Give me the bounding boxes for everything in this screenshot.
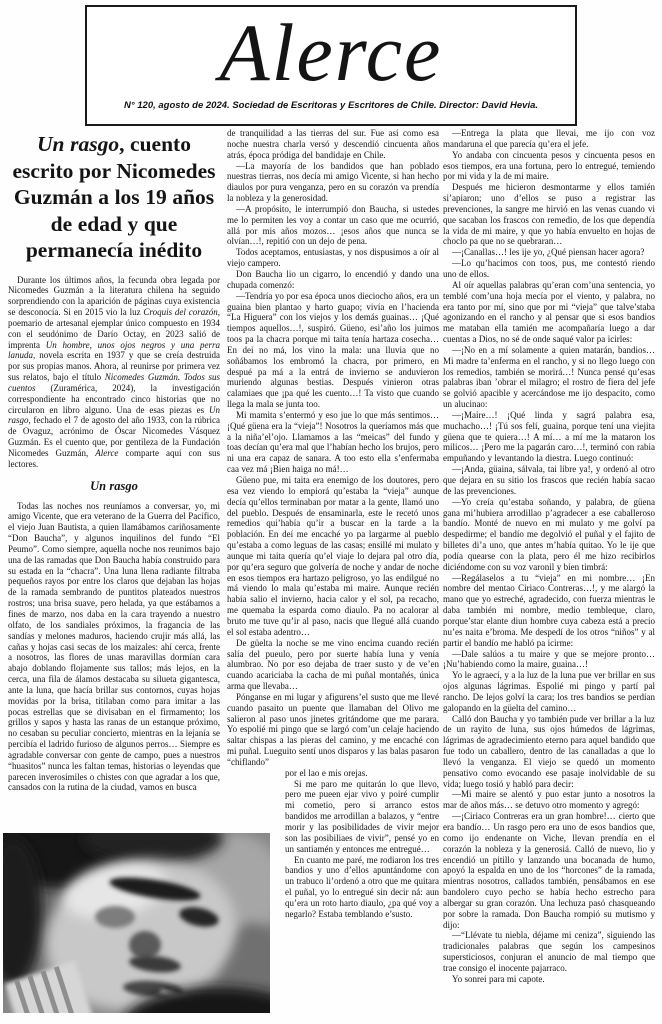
masthead [85,5,577,126]
story-paragraph: de tranquilidad a las tierras del sur. Fue así como esa noche nuestra charla versó y descendió cincuenta años atrás, época pródiga del bandidaje en Chile. [227,128,439,160]
article-headline: Un rasgo, cuento escrito por Nicomedes Guzmán a los 19 años de edad y que permanecía inédito [12,132,216,262]
story-paragraph: —Lo qu’hacimos con toos, pus, me contestó riendo uno de ellos. [443,258,655,279]
text-wrap-beside-photo [285,768,439,920]
portrait-photo-illustration [3,833,270,1013]
story-paragraph: Al oír aquellas palabras qu’eran com’una sentencia, yo temblé com’una hoja mecía por el viento, y palabra, no era tanto por mí, sino que por mi “vieja” que talve’staba agonizando en el rancho y al pensar que si esos bandios me mataban ella tamién me acompañaría luego a dar cuentas a Dios, no sé de onde saqué valor pa icirles: [443,279,655,345]
story-title: Un rasgo [90,478,138,493]
story-paragraph: Pónganse en mi lugar y afigurens’el susto que me llevé cuando pasaito un puente que llamaban del Olivo me salieron al paso unos jinetes gritándome que me parara. Yo espolié mi pingo que se largó com’un celaje haciendo saltar chispas a las pieras del camino, y me encaché con mi puñal. Lueguito sentí unos disparos y las balas pasaron “chiflando” [227,691,439,767]
story-paragraph: Güeno pue, mi taita era enemigo de los doutores, pero esa vez viendo lo empiorá qu’estaba la “vieja” aunque decía qu’ellos terminaban por matar a la gente, llamó uno del pueblo. Después de ensaminarla, este le recetó unos remedios qui’había qu’ir a buscar en la tarde a la población. En deí me encaché yo pa largarme al pueblo qu’estaba a como leguas de las casas; ensillé mi mulato y aunque mi taita quería qu’el viaje lo dejara pal otro día, por qu’era seguro que golvería de noche y andar de noche en esos tiempos era hartazo peligroso, yo las endilgué no má viendo lo mala qu’estaba mi maire. Aunque recién había salio el invierno, hacia calor y el sol, pa recacho, me quemaba la esparda como diaulo. Pa no acalorar al bruto me tuve qu’ir al paso, nacis que llegué allá cuando el sol estaba adentro… [227,475,439,637]
story-paragraph: —Mi maire se alentó y puo estar junto a nosotros la mar de años más… se detuvo otro momento y agregó: [443,789,655,811]
story-paragraph: —La mayoría de los bandidos que han poblado nuestras tierras, nos decía mi amigo Vicente, si han hecho diaulos por pura venganza, pero en su corazón va prendía la nobleza y la generosidad. [227,160,439,204]
story-paragraph: Mi mamita s’entermó y eso jue lo que más sentimos… ¡Qué güena era la “vieja”! Nosotros la queríamos más que a la niña’el’ojo. Llamamos a las “meicas” del fundo y toas decían qu’era mal que l’habían hecho los brujos, pero ni una era capaz de sanara. A too esto ella s’enfermaba caa vez má ¡Bien haiga no má!… [227,409,439,475]
story-paragraph: Después me hicieron desmontarme y ellos tamién si’apiaron; uno d’ellos se puso a registrar las prevenciones, la sangre me hirvió en las venas cuando vi que sacaban los frascos con remedio, de los que dependía la vida de mi maire, y que yo había envuelto en hojas de choclo pa que no se quebraran… [443,182,655,247]
story-paragraph: —Entrega la plata que llevai, me ijo con voz mandaruna el que parecía qu’era el jefe. [443,128,655,149]
story-paragraph: —¡Maire…! ¡Qué linda y sagrá palabra esa, muchacho…! ¡Tú sos felí, guaina, porque tení una viejita güena que te quiera…! A mí… a mí me la mataron los milicos… ¡Pero me la pagarán caro…!, terminó con rabia empuñando y levantando la diestra. Luego continuó: [443,409,655,464]
story-paragraph: —¡No en a mí solamente a quien matarán, bandios… Mi madre ta’enferma en el rancho, y si no llego luego con los remedios, también se morirá…! Nunca pensé qu’esas palabras iban ’obrar el milagro; el rostro de fiera del jefe se golvió apacible y acercándose me ijo despacito, como un alucinao: [443,344,655,410]
portrait-photo [3,833,270,1013]
story-paragraph: Calló don Baucha y yo también pude ver brillar a la luz de un rayito de luna, sus ojos húmedos de lágrimas, lágrimas de agradecimiento eterno para aquel bandido que fue todo un caballero, dentro de las canalladas a que lo llevó la venganza. El viejo se quedó un momento pensativo como evocando ese pasaje inolvidable de su vida; luego tosió y habló para decir: [443,713,655,789]
intro-paragraph: Durante los últimos años, la fecunda obra legada por Nicomedes Guzmán a la literatura chilena ha seguido sorprendiendo con la aparición de páginas cuya existencia se desconocía. Si en 2015 vio la luz Croquis del corazón, poemario de artesanal ejemplar único compuesto en 1934 con el seudónimo de Darío Octay, en 2023 salió de imprenta Un hombre, unos ojos negros y una perra lanuda, novela escrita en 1937 y que se creía destruida por sus propias manos. Ahora, al reunirse por primera vez sus relatos, bajo el título Nicomedes Guzmán. Todos sus cuentos (Zuramérica, 2024), la investigación correspondiente ha encontrado cinco historias que no circularon en libro alguno. Una de esas piezas es Un rasgo, fechado el 7 de agosto del año 1933, con la rúbrica de Ovaguz, acrónimo de Óscar Nicomedes Vásquez Guzmán. Es el cuento que, por gentileza de la Fundación Nicomedes Guzmán, Alerce comparte aquí con sus lectores. [8,274,220,469]
story-paragraph: —A propósito, le interrumpió don Baucha, si ustedes me lo permiten les voy a contar un caso que me ocurrió, allá por mis años mozos… ¡esos años que nunca se olvían…!, repitió con un dejo de pena. [227,203,439,247]
story-paragraph: —¡Ciriaco Contreras era un gran hombre!… cierto que era bandío… Un rasgo pero era uno de esos bandios que, como ijo endenante on Viche, llevan prendía en el corazón la nobleza y la generosiá. Calló de nuevo, lio y encendió un pitillo y lanzando una bocanada de humo, apoyó la espalda en uno de los “horcones” de la ramada, mientras nosotros, callados también, pensábamos en ese bandolero cuyo pecho se había hecho estrecho para albergar su gran corazón. Una lechuza pasó chasqueando por sobre la ramada. Don Baucha rompió su mutismo y dijo: [443,811,655,930]
story-paragraph: —¡Anda, güaina, sálvala, tai libre ya!, y ordenó al otro que dejara en su sitio los frascos que recién había sacao de las prevenciones. [443,464,655,496]
story-paragraph: En cuanto me paré, me rodiaron los tres bandios y uno d’ellos apuntándome con un trabuco li’ordenó a otro que me quitara el puñal, yo lo entregué sin decir ná: aun qu’era un roto harto diaulo, ¿pa qué voy a negarlo? Estaba temblando e’susto. [285,854,439,919]
story-paragraph: —Dale salúos a tu maire y que se mejore pronto… ¡Nu’habiendo como la maire, guaina…! [443,648,655,670]
story-paragraph: —“Llévate tu niebla, déjame mi ceniza”, siguiendo las tradicionales palabras que según los campesinos supersticiosos, conjuran el anuncio de mal tiempo que trae consigo el inocente pajarraco. [443,930,655,973]
column-right [443,128,655,985]
story-paragraph: —Yo creía qu’estaba soñando, y palabra, de güena gana mi’hubiera arrodillao p’agradecer a ese caballeroso bandío. Monté de nuevo en mi mulato y me golví pa despedirme; el bandío me degolvió el puñal y el fajito de billetes di’a uno, que antes m’había quitao. Yo le ije que podía quearse con la plata, pero él me hizo recibirlos diciéndome con su voz varonil y bien timbrá: [443,496,655,572]
story-paragraph: Yo le agraecí, y a la luz de la luna pue ver brillar en sus ojos algunas lágrimas. Espolié mi pingo y partí pal rancho. De lejos golví la cara; los tres bandios se perdían galopando en la güelta del camino… [443,670,655,713]
story-paragraph: Todos aceptamos, entusiastas, y nos dispusimos a oír al viejo campero. [227,247,439,269]
story-paragraph: por el lao e mis orejas. [285,767,368,778]
story-paragraph: —¡Canallas…! les ije yo, ¿Qué piensan hacer agora? [452,247,645,258]
column-middle [227,128,439,920]
story-paragraph: Yo sonreí para mi capote. [452,973,545,984]
story-paragraph: Si me paro me quitarán lo que llevo, pero me pueen ejar vivo y poiré cumplir mi cometio, pero si arranco estos bandidos me arrodillan a balazos, y “entre morir y las posibilidades de vivir mejor son las posibiliaes de vivir”, pensé yo en un santiamén y entonces me entregué… [285,778,439,854]
column-left [8,131,220,793]
story-paragraph: De güelta la noche se me vino encima cuando recién salía del pueulo, pero por suerte había luna y venía alumbrao. No por eso dejaba de traer susto y de ve’en cuando acariciaba la cacha de mi puñal montañés, única arma que llevaba… [227,637,439,692]
publication-title: Alerce [219,7,443,98]
story-paragraph: Todas las noches nos reuníamos a conversar, yo, mi amigo Vicente, que era veterano de la Guerra del Pacífico, el viejo Juan Bautista, a quien llamábamos cariñosamente “Don Baucha”, y algunos inquilinos del fundo “El Peumo”. Como siempre, aquella noche nos reunimos bajo una de las ramadas que Don Baucha había construido para su estada en la “chacra”. Una luna llena radiante filtraba pequeños rayos por entre los claros que dejaban las hojas de la ramada sembrando de puntitos plateados nuestros rostros; una brisa suave, pero helada, ya que estábamos a fines de marzo, nos daba en la cara trayendo a nuestro olfato, de los sandiales próximos, la fragancia de las sandías y melones maduros, haciendo crujir más allá, las cañas y hojas casi secas de los maizales: ahí cerca, frente a nosotros, las flores de unas maravillas dormían cara abajo doblando flojamente sus tallos; más lejos, en la cerca, una fila de álamos destacaba su silueta gigantesca, ante la luna, que hacía brillar sus contornos, cuyas hojas movidas por la brisa, titilaban como para imitar a las pocas estrellas que se divisaban en el firmamento; los grillos y sapos y hasta las ranas de un estanque próximo, no cesaban su peculiar concierto, mientras en la lejanía se percibía el ladrido furioso de algunos perros… Siempre es agradable conversar con gente de campo, pues a nuestros “huasitos” nunca les faltan temas, historias o leyendas que parecen inverosímiles o chistes con que agradar a los que, cansados con la rutina de la ciudad, vamos en busca [8,500,220,793]
story-paragraph: Don Baucha lio un cigarro, lo encendió y dando una chupada comenzó: [227,268,439,290]
story-paragraph: —Tendría yo por esa época unos dieciocho años, era un guaina bien plantao y harto guapo; vivía en l’hacienda “La Higuera” con los viejos y los demás guainas… ¡Qué tiempos aquellos…!, suspiró. Güeno, esi’año los juimos toos pa la chacra porque mi taita tenía hartaza cosecha… En dei no má, los vino la mala: una lluvia que no soñábamos los embromó la chacra, por primero, en despué pa má a la entrá de invierno se anduvieron muriendo algunas bestias. Después vinieron otras calamiaes que ¡pa qué les cuento…! Ta visto que cuando llega la mala se junta too. [227,290,439,410]
story-paragraph: —Regálaselos a tu “vieja” en mi nombre… ¡En nombre del mentao Ciriaco Contreras…!, y me alargó la mano que yo estreché, agradecido, con fuerza mientras le daba también mi nombre, medio tembleque, claro, porque’star elante diun hombre cuya cabeza está a precio nu’es naita e’broma. Me despedí de los otros “niños” y al partir el bandío me habló pa icirme: [443,572,655,648]
masthead-subtitle: N° 120, agosto de 2024. Sociedad de Escritoras y Escritores de Chile. Director: David Hevia. [123,100,539,111]
story-paragraph: Yo andaba con cincuenta pesos y cincuenta pesos en esos tiempos, era una fortuna, pero lo entregué, temiendo por mi vida y la de mi maire. [443,149,655,182]
